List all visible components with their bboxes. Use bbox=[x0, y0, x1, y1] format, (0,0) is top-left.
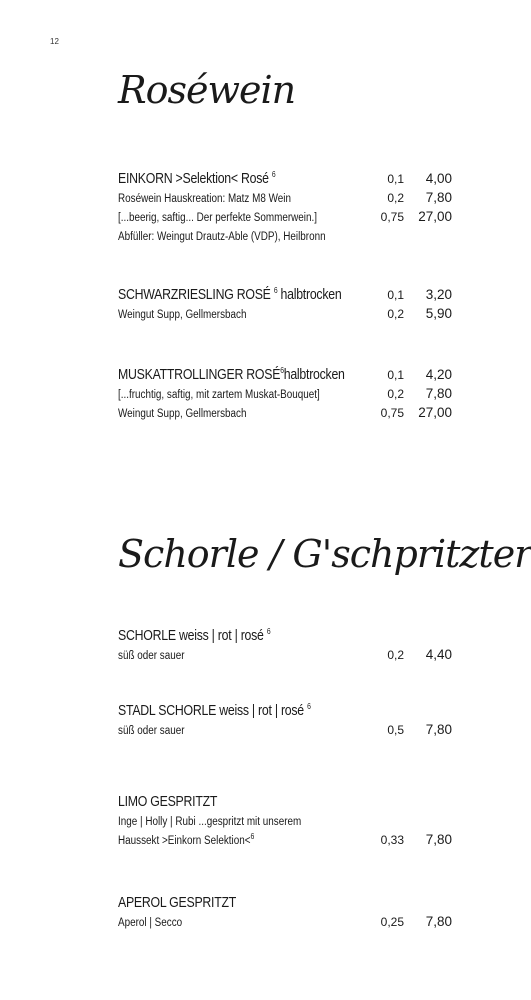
item-name: LIMO GESPRITZT bbox=[118, 794, 218, 810]
item-description: Inge | Holly | Rubi ...gespritzt mit unserem bbox=[118, 816, 302, 828]
item-price: 7,80 bbox=[425, 386, 452, 401]
menu-item-schwarzriesling bbox=[118, 286, 456, 324]
menu-item-einkorn bbox=[118, 170, 456, 246]
item-price: 3,20 bbox=[425, 287, 452, 302]
item-volume: 0,1 bbox=[387, 172, 404, 186]
item-volume: 0,5 bbox=[387, 723, 404, 737]
menu-item-schorle bbox=[118, 627, 456, 665]
item-price: 4,20 bbox=[425, 367, 452, 382]
item-volume: 0,1 bbox=[387, 368, 404, 382]
item-volume: 0,2 bbox=[387, 191, 404, 205]
item-price: 7,80 bbox=[425, 190, 452, 205]
item-description: Weingut Supp, Gellmersbach bbox=[118, 408, 247, 420]
item-name: STADL SCHORLE weiss | rot | rosé $^6$ bbox=[118, 702, 311, 719]
item-name: APEROL GESPRITZT bbox=[118, 895, 237, 911]
item-name: SCHWARZRIESLING ROSÉ $^6$ halbtrocken bbox=[118, 286, 342, 303]
menu-item-limo-gespritzt bbox=[118, 793, 456, 850]
item-volume: 0,25 bbox=[380, 915, 404, 929]
item-price: 27,00 bbox=[418, 209, 452, 224]
item-description: süß oder sauer bbox=[118, 650, 185, 662]
item-description: [...fruchtig, saftig, mit zartem Muskat-Bouquet] bbox=[118, 389, 320, 401]
item-description: Abfüller: Weingut Drautz-Able (VDP), Heilbronn bbox=[118, 231, 326, 243]
page-number: 12 bbox=[50, 37, 59, 46]
item-description: Roséwein Hauskreation: Matz M8 Wein bbox=[118, 193, 291, 205]
item-volume: 0,1 bbox=[387, 288, 404, 302]
item-price: 7,80 bbox=[425, 914, 452, 929]
item-name: SCHORLE weiss | rot | rosé $^6$ bbox=[118, 627, 271, 644]
menu-item-stadl-schorle bbox=[118, 702, 456, 740]
item-price: 7,80 bbox=[425, 722, 452, 737]
item-name: MUSKATTROLLINGER ROSÉ$^6$halbtrocken bbox=[118, 366, 345, 383]
item-price: 7,80 bbox=[425, 832, 452, 847]
menu-item-muskattrollinger bbox=[118, 366, 456, 423]
item-price: 4,40 bbox=[425, 647, 452, 662]
item-description: süß oder sauer bbox=[118, 725, 185, 737]
item-volume: 0,2 bbox=[387, 648, 404, 662]
menu-item-aperol-gespritzt bbox=[118, 894, 456, 932]
item-description: Aperol | Secco bbox=[118, 917, 183, 929]
item-volume: 0,33 bbox=[380, 833, 404, 847]
item-name: EINKORN >Selektion< Rosé $^6$ bbox=[118, 170, 276, 187]
item-description: Weingut Supp, Gellmersbach bbox=[118, 309, 247, 321]
section-heading-rosewein: Roséwein bbox=[118, 68, 296, 112]
item-volume: 0,75 bbox=[380, 210, 404, 224]
item-description: [...beerig, saftig... Der perfekte Sommerwein.] bbox=[118, 212, 317, 224]
item-price: 4,00 bbox=[425, 171, 452, 186]
item-volume: 0,2 bbox=[387, 307, 404, 321]
item-price: 27,00 bbox=[418, 405, 452, 420]
item-volume: 0,75 bbox=[380, 406, 404, 420]
item-description: Haussekt >Einkorn Selektion<$^6$ bbox=[118, 832, 255, 847]
section-heading-schorle: Schorle / G'schpritzter bbox=[118, 532, 531, 576]
item-price: 5,90 bbox=[425, 306, 452, 321]
item-volume: 0,2 bbox=[387, 387, 404, 401]
